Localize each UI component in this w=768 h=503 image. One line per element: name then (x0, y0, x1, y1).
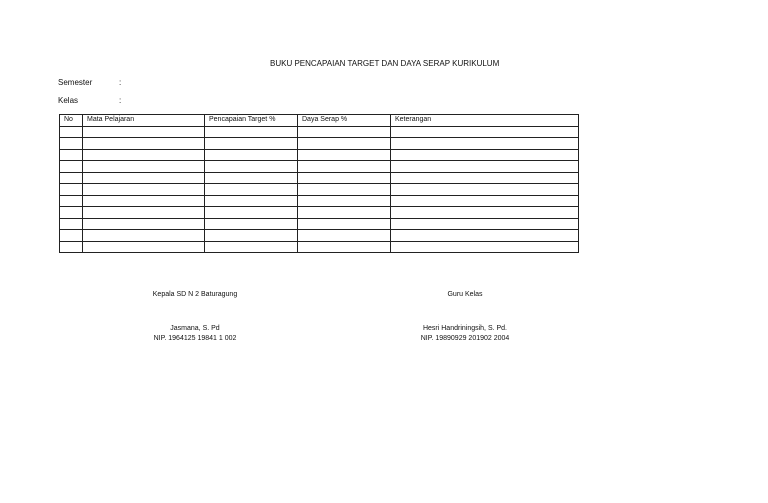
teacher-name: Hesri Handriningsih, S. Pd. (422, 325, 508, 332)
table-row (60, 161, 579, 173)
header-target: Pencapaian Target % (205, 115, 298, 127)
table-cell (83, 230, 205, 242)
table-cell (83, 184, 205, 196)
table-cell (60, 138, 83, 150)
table-cell (60, 149, 83, 161)
table-cell (298, 149, 391, 161)
table-cell (391, 161, 579, 173)
table-row (60, 207, 579, 219)
table-cell (205, 184, 298, 196)
table-cell (83, 149, 205, 161)
table-cell (298, 172, 391, 184)
table-cell (391, 184, 579, 196)
table-cell (298, 195, 391, 207)
table-cell (391, 218, 579, 230)
table-cell (60, 126, 83, 138)
curriculum-table (59, 114, 579, 253)
table-cell (391, 230, 579, 242)
table-cell (298, 184, 391, 196)
table-cell (205, 218, 298, 230)
signature-principal (120, 291, 270, 342)
teacher-nip: NIP. 19890929 201902 2004 (420, 335, 510, 342)
table-row (60, 184, 579, 196)
table-cell (60, 207, 83, 219)
table-row (60, 126, 579, 138)
table-cell (298, 138, 391, 150)
table-row (60, 138, 579, 150)
signature-teacher (390, 291, 540, 342)
table-cell (205, 230, 298, 242)
table-cell (205, 195, 298, 207)
table-cell (205, 126, 298, 138)
table-row (60, 195, 579, 207)
table-cell (391, 195, 579, 207)
semester-label: Semester (58, 78, 93, 87)
table-row (60, 218, 579, 230)
kelas-colon: : (119, 96, 122, 105)
table-cell (391, 172, 579, 184)
table-cell (298, 230, 391, 242)
table-cell (298, 241, 391, 253)
table-cell (205, 241, 298, 253)
table-cell (205, 149, 298, 161)
table-cell (83, 138, 205, 150)
table-cell (83, 207, 205, 219)
header-no: No (60, 115, 83, 127)
table-cell (60, 218, 83, 230)
document-title: BUKU PENCAPAIAN TARGET DAN DAYA SERAP KURIKULUM (270, 59, 500, 68)
table-cell (83, 161, 205, 173)
table-cell (83, 241, 205, 253)
table-cell (298, 161, 391, 173)
table-cell (83, 172, 205, 184)
table-row (60, 149, 579, 161)
principal-nip: NIP. 1964125 19841 1 002 (153, 335, 237, 342)
table-cell (391, 126, 579, 138)
teacher-title: Guru Kelas (447, 291, 483, 298)
table-cell (83, 195, 205, 207)
table-cell (298, 207, 391, 219)
kelas-label: Kelas (58, 96, 79, 105)
table-cell (60, 184, 83, 196)
table-cell (391, 241, 579, 253)
table-cell (60, 195, 83, 207)
principal-title: Kepala SD N 2 Baturagung (152, 291, 238, 298)
table-cell (205, 138, 298, 150)
table-cell (298, 126, 391, 138)
table-cell (205, 172, 298, 184)
table-cell (60, 230, 83, 242)
table-cell (83, 126, 205, 138)
table-cell (205, 207, 298, 219)
table-body (60, 126, 579, 253)
table-cell (391, 207, 579, 219)
table-cell (83, 218, 205, 230)
table-header-row (60, 115, 579, 127)
table-cell (60, 161, 83, 173)
table-cell (205, 161, 298, 173)
table-cell (391, 149, 579, 161)
header-notes: Keterangan (391, 115, 579, 127)
principal-name: Jasmana, S. Pd (170, 325, 220, 332)
table-cell (391, 138, 579, 150)
semester-colon: : (119, 78, 122, 87)
table-row (60, 241, 579, 253)
table-cell (298, 218, 391, 230)
table-row (60, 172, 579, 184)
table-cell (60, 241, 83, 253)
header-subject: Mata Pelajaran (83, 115, 205, 127)
table-row (60, 230, 579, 242)
header-absorption: Daya Serap % (298, 115, 391, 127)
table-cell (60, 172, 83, 184)
